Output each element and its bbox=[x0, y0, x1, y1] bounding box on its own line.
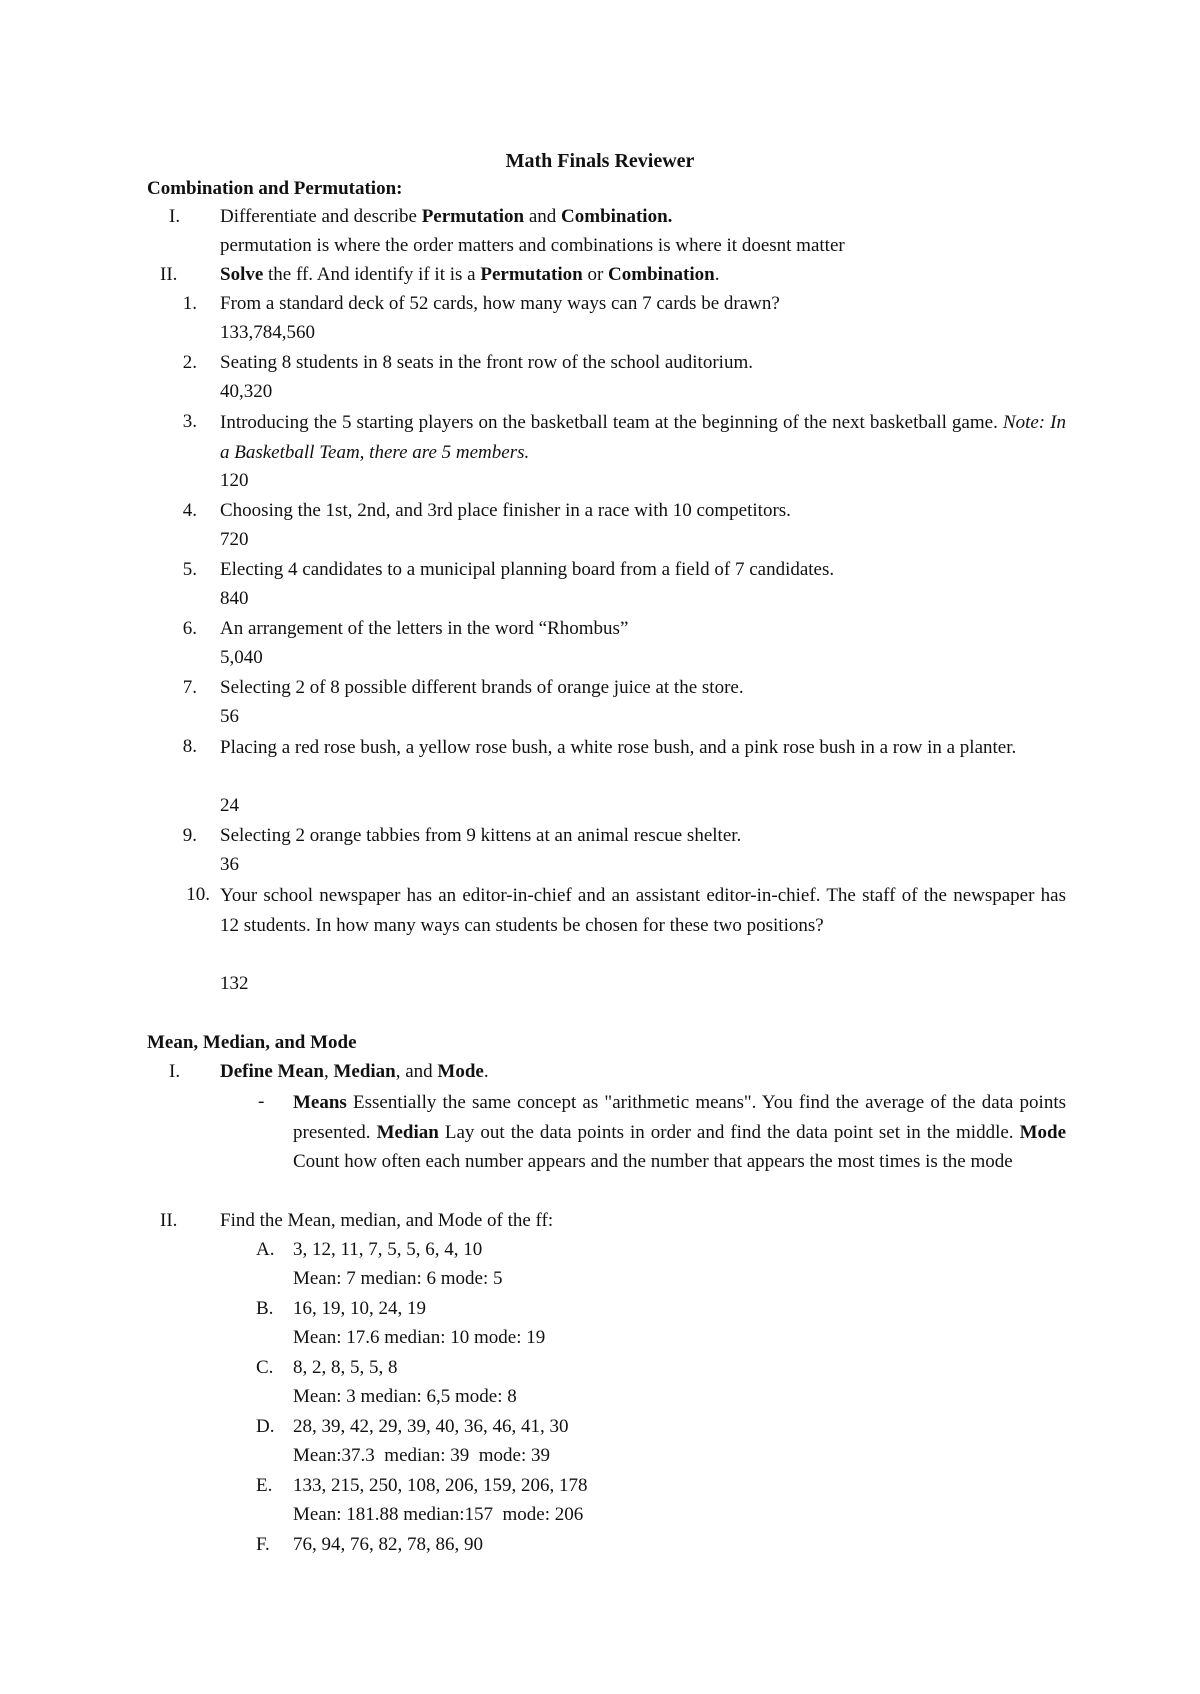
set-data: 3, 12, 11, 7, 5, 5, 6, 4, 10 bbox=[293, 1239, 483, 1260]
item-number: 7. bbox=[182, 677, 197, 698]
question-prompt: Find the Mean, median, and Mode of the ff: bbox=[220, 1210, 554, 1231]
item-question: Choosing the 1st, 2nd, and 3rd place finisher in a race with 10 competitors. bbox=[220, 500, 791, 521]
set-letter: F. bbox=[256, 1534, 270, 1555]
set-answer: Mean: 3 median: 6,5 mode: 8 bbox=[293, 1386, 517, 1407]
item-number: 3. bbox=[182, 411, 197, 432]
question-prompt: Solve the ff. And identify if it is a Permutation or Combination. bbox=[220, 264, 720, 285]
set-data: 28, 39, 42, 29, 39, 40, 36, 46, 41, 30 bbox=[293, 1416, 569, 1437]
bullet-dash: - bbox=[258, 1091, 265, 1112]
item-question: Seating 8 students in 8 seats in the front row of the school auditorium. bbox=[220, 352, 753, 373]
item-answer: 720 bbox=[220, 529, 249, 550]
item-number: 6. bbox=[182, 618, 197, 639]
set-letter: B. bbox=[256, 1298, 274, 1319]
item-number: 9. bbox=[182, 825, 197, 846]
set-letter: E. bbox=[256, 1475, 273, 1496]
item-number: 2. bbox=[182, 352, 197, 373]
roman-numeral: II. bbox=[160, 264, 178, 285]
item-number: 10. bbox=[186, 884, 210, 905]
answer-text: permutation is where the order matters and combinations is where it doesnt matter bbox=[220, 235, 845, 256]
roman-numeral: II. bbox=[160, 1210, 178, 1231]
item-question: Selecting 2 orange tabbies from 9 kittens at an animal rescue shelter. bbox=[220, 825, 742, 846]
set-letter: C. bbox=[256, 1357, 274, 1378]
item-answer: 120 bbox=[220, 470, 249, 491]
item-question: Your school newspaper has an editor-in-chief and an assistant editor-in-chief. The staff of the newspaper has 12 students. In how many ways can students be chosen for these two positions? bbox=[220, 885, 1066, 936]
question-prompt: Define Mean, Median, and Mode. bbox=[220, 1061, 489, 1082]
roman-numeral: I. bbox=[169, 1061, 181, 1082]
set-answer: Mean: 181.88 median:157 mode: 206 bbox=[293, 1504, 584, 1525]
item-answer: 5,040 bbox=[220, 647, 263, 668]
set-answer: Mean: 17.6 median: 10 mode: 19 bbox=[293, 1327, 546, 1348]
item-answer: 56 bbox=[220, 706, 239, 727]
item-answer: 24 bbox=[220, 795, 239, 816]
set-letter: D. bbox=[256, 1416, 275, 1437]
item-number: 4. bbox=[182, 500, 197, 521]
item-question: Introducing the 5 starting players on the basketball team at the beginning of the next basketball game. Note: In a Basketball Team, there are 5 members. bbox=[220, 412, 1066, 463]
item-answer: 133,784,560 bbox=[220, 322, 315, 343]
set-answer: Mean: 7 median: 6 mode: 5 bbox=[293, 1268, 503, 1289]
item-question: Placing a red rose bush, a yellow rose bush, a white rose bush, and a pink rose bush in a row in a planter. bbox=[220, 737, 1017, 758]
item-answer: 132 bbox=[220, 973, 249, 994]
item-answer: 36 bbox=[220, 854, 239, 875]
set-data: 133, 215, 250, 108, 206, 159, 206, 178 bbox=[293, 1475, 588, 1496]
set-data: 8, 2, 8, 5, 5, 8 bbox=[293, 1357, 398, 1378]
page-title: Math Finals Reviewer bbox=[505, 150, 695, 172]
item-question: From a standard deck of 52 cards, how many ways can 7 cards be drawn? bbox=[220, 293, 780, 314]
set-data: 76, 94, 76, 82, 78, 86, 90 bbox=[293, 1534, 483, 1555]
set-data: 16, 19, 10, 24, 19 bbox=[293, 1298, 426, 1319]
roman-numeral: I. bbox=[169, 206, 181, 227]
item-number: 8. bbox=[182, 736, 197, 757]
item-question: Electing 4 candidates to a municipal planning board from a field of 7 candidates. bbox=[220, 559, 835, 580]
section-heading-mean-median-mode: Mean, Median, and Mode bbox=[147, 1032, 357, 1053]
item-number: 1. bbox=[182, 293, 197, 314]
item-question: An arrangement of the letters in the word “Rhombus” bbox=[220, 618, 629, 639]
section-heading-combination-permutation: Combination and Permutation: bbox=[147, 178, 403, 199]
set-answer: Mean:37.3 median: 39 mode: 39 bbox=[293, 1445, 550, 1466]
item-answer: 40,320 bbox=[220, 381, 273, 402]
set-letter: A. bbox=[256, 1239, 275, 1260]
question-prompt: Differentiate and describe Permutation and Combination. bbox=[220, 206, 673, 227]
item-question: Selecting 2 of 8 possible different brands of orange juice at the store. bbox=[220, 677, 744, 698]
item-number: 5. bbox=[182, 559, 197, 580]
definitions-text: Means Essentially the same concept as "arithmetic means". You find the average of the data points presented. Median Lay out the data points in order and find the data point set in the middle. Mode Count how often each number appears and the number that appears the most times is the mode bbox=[293, 1092, 1066, 1172]
item-answer: 840 bbox=[220, 588, 249, 609]
